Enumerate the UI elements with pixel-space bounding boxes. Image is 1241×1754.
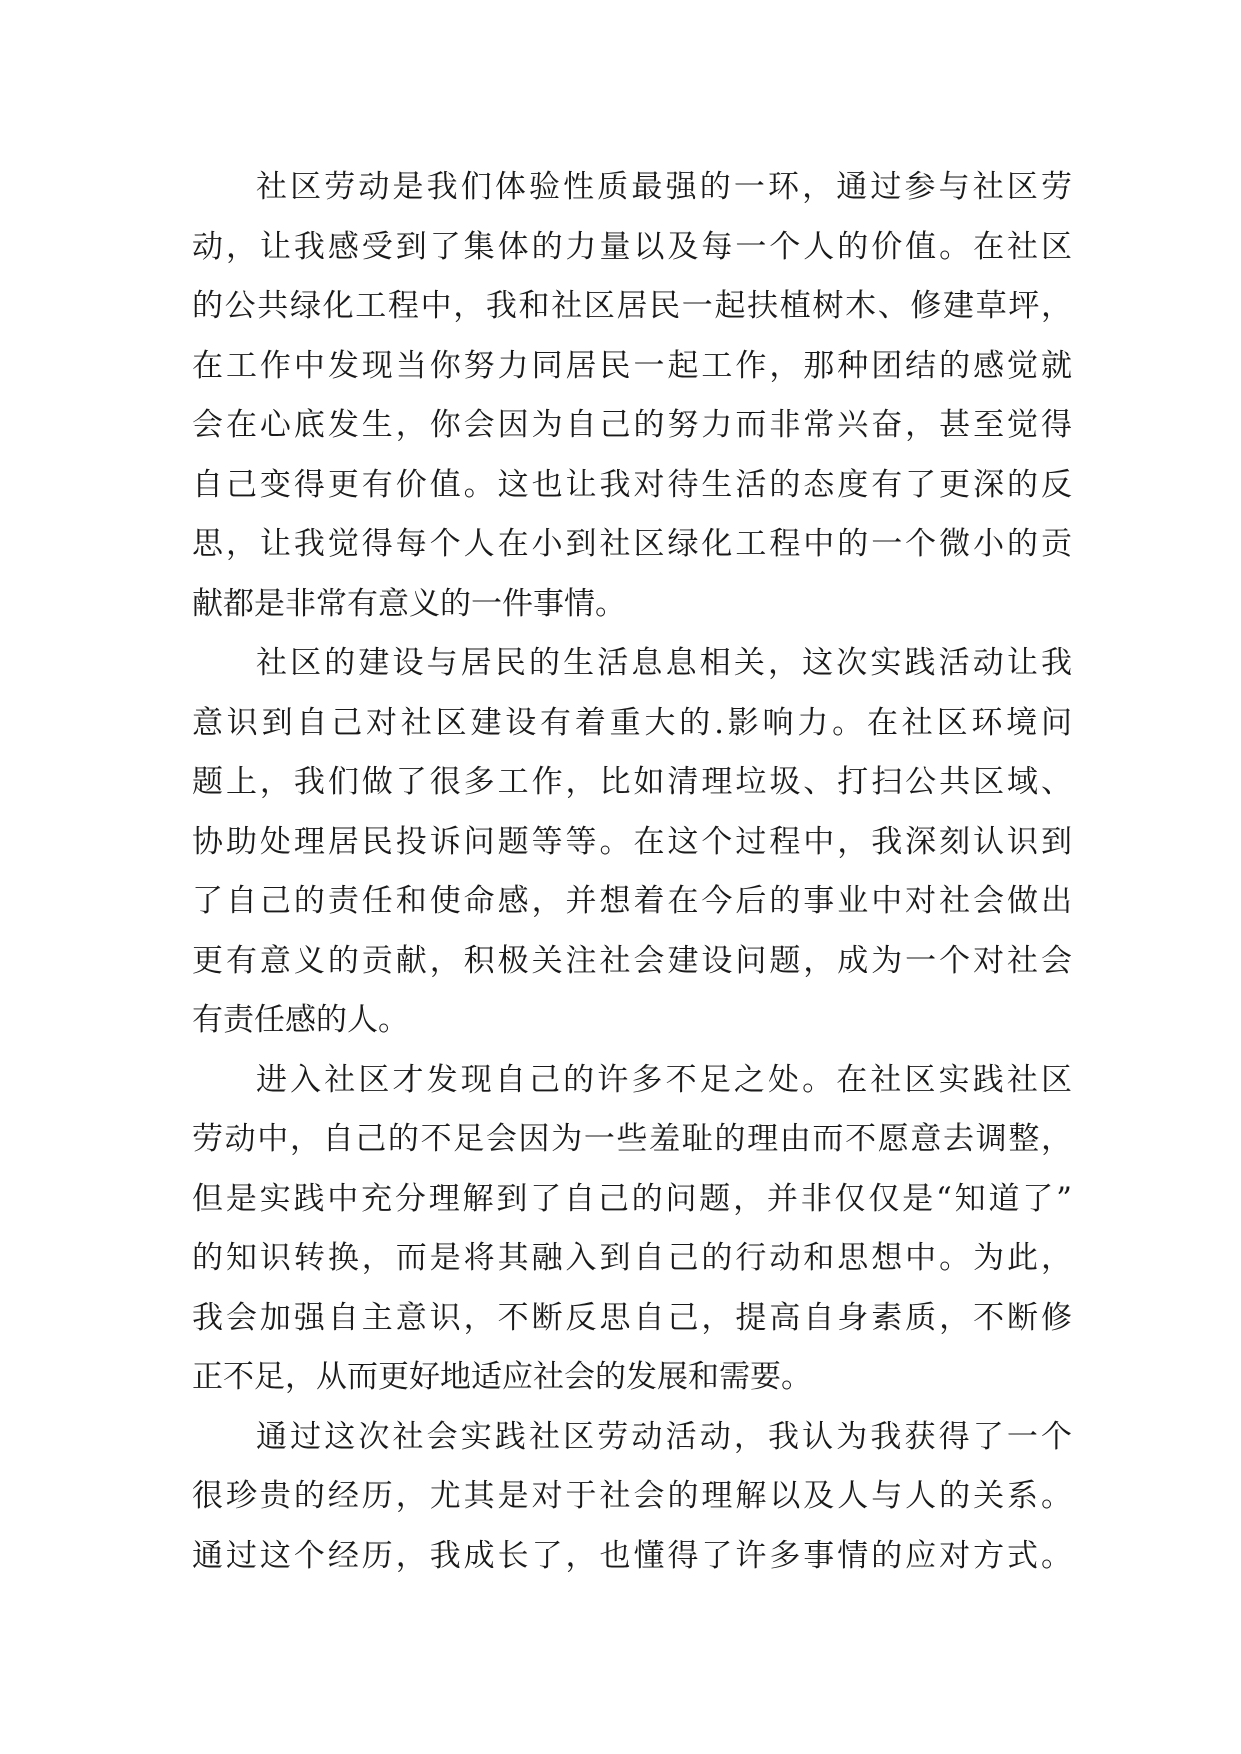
paragraph-line: 了自己的责任和使命感，并想着在今后的事业中对社会做出	[192, 883, 1072, 919]
paragraph-line: 意识到自己对社区建设有着重大的.影响力。在社区环境问	[192, 704, 1072, 741]
paragraph-line: 动，让我感受到了集体的力量以及每一个人的价值。在社区	[192, 228, 1072, 265]
paragraph-line: 协助处理居民投诉问题等等。在这个过程中，我深刻认识到	[192, 823, 1072, 860]
paragraph-line: 的知识转换，而是将其融入到自己的行动和思想中。为此，	[192, 1240, 1072, 1276]
document-body	[192, 158, 1072, 1586]
paragraph-line: 进入社区才发现自己的许多不足之处。在社区实践社区	[256, 1061, 1072, 1098]
paragraph-line: 题上，我们做了很多工作，比如清理垃圾、打扫公共区域、	[192, 764, 1072, 800]
paragraph-line: 正不足，从而更好地适应社会的发展和需要。	[192, 1359, 812, 1395]
paragraph-line: 自己变得更有价值。这也让我对待生活的态度有了更深的反	[192, 466, 1072, 503]
paragraph-line: 社区劳动是我们体验性质最强的一环，通过参与社区劳	[256, 169, 1072, 205]
paragraph-line: 的公共绿化工程中，我和社区居民一起扶植树木、修建草坪，	[192, 288, 1072, 324]
paragraph-line: 会在心底发生，你会因为自己的努力而非常兴奋，甚至觉得	[192, 407, 1072, 443]
paragraph-3	[192, 1051, 1072, 1408]
paragraph-line: 我会加强自主意识，不断反思自己，提高自身素质，不断修	[192, 1299, 1072, 1336]
paragraph-line: 但是实践中充分理解到了自己的问题，并非仅仅是“知道了”	[192, 1180, 1072, 1217]
paragraph-line: 社区的建设与居民的生活息息相关，这次实践活动让我	[256, 645, 1072, 681]
paragraph-line: 通过这次社会实践社区劳动活动，我认为我获得了一个	[256, 1418, 1072, 1455]
paragraph-line: 献都是非常有意义的一件事情。	[192, 585, 626, 622]
paragraph-line: 通过这个经历，我成长了，也懂得了许多事情的应对方式。	[192, 1537, 1072, 1574]
paragraph-1	[192, 158, 1072, 634]
paragraph-line: 更有意义的贡献，积极关注社会建设问题，成为一个对社会	[192, 942, 1072, 979]
paragraph-line: 劳动中，自己的不足会因为一些羞耻的理由而不愿意去调整，	[192, 1121, 1072, 1157]
paragraph-line: 在工作中发现当你努力同居民一起工作，那种团结的感觉就	[192, 347, 1072, 384]
paragraph-2	[192, 634, 1072, 1051]
paragraph-line: 有责任感的人。	[192, 1002, 409, 1038]
paragraph-line: 很珍贵的经历，尤其是对于社会的理解以及人与人的关系。	[192, 1478, 1072, 1514]
paragraph-4	[192, 1408, 1072, 1587]
paragraph-line: 思，让我觉得每个人在小到社区绿化工程中的一个微小的贡	[192, 526, 1072, 562]
